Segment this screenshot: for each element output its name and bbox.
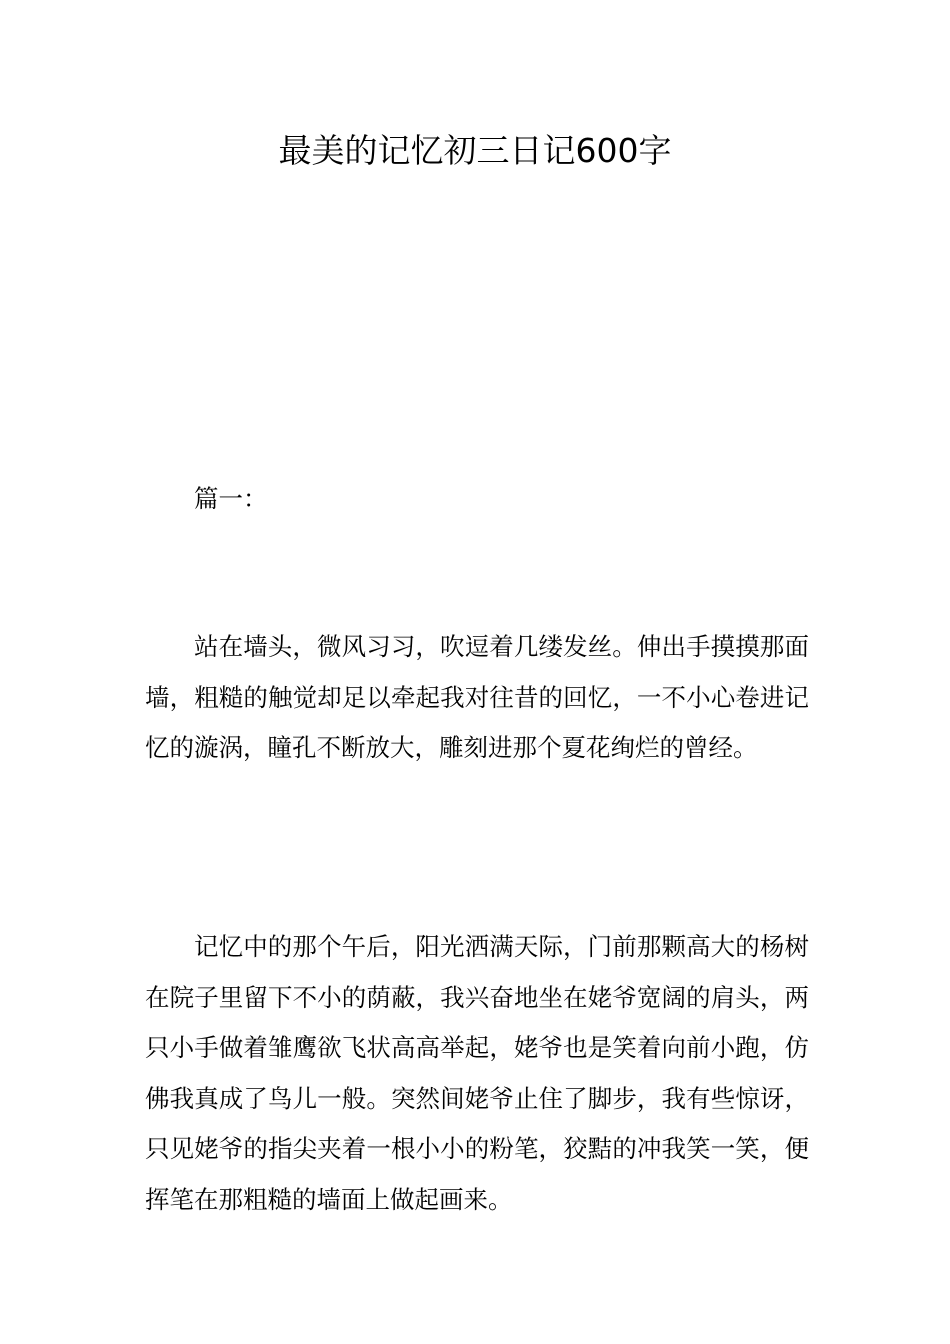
paragraph-1: 站在墙头，微风习习，吹逗着几缕发丝。伸出手摸摸那面墙，粗糙的触觉却足以牵起我对往昔的回忆，一不小心卷进记忆的漩涡，瞳孔不断放大，雕刻进那个夏花绚烂的曾经。 (145, 632, 809, 763)
section-label: 篇一： (194, 484, 268, 513)
paragraph-2: 记忆中的那个午后，阳光洒满天际，门前那颗高大的杨树在院子里留下不小的荫蔽，我兴奋地坐在姥爷宽阔的肩头，两只小手做着雏鹰欲飞状高高举起，姥爷也是笑着向前小跑，仿佛我真成了鸟儿一般。突然间姥爷止住了脚步，我有些惊讶，只见姥爷的指尖夹着一根小小的粉笔，狡黠的冲我笑一笑，便挥笔在那粗糙的墙面上做起画来。 (145, 932, 809, 1214)
document-title: 最美的记忆初三日记600字 (278, 131, 672, 170)
